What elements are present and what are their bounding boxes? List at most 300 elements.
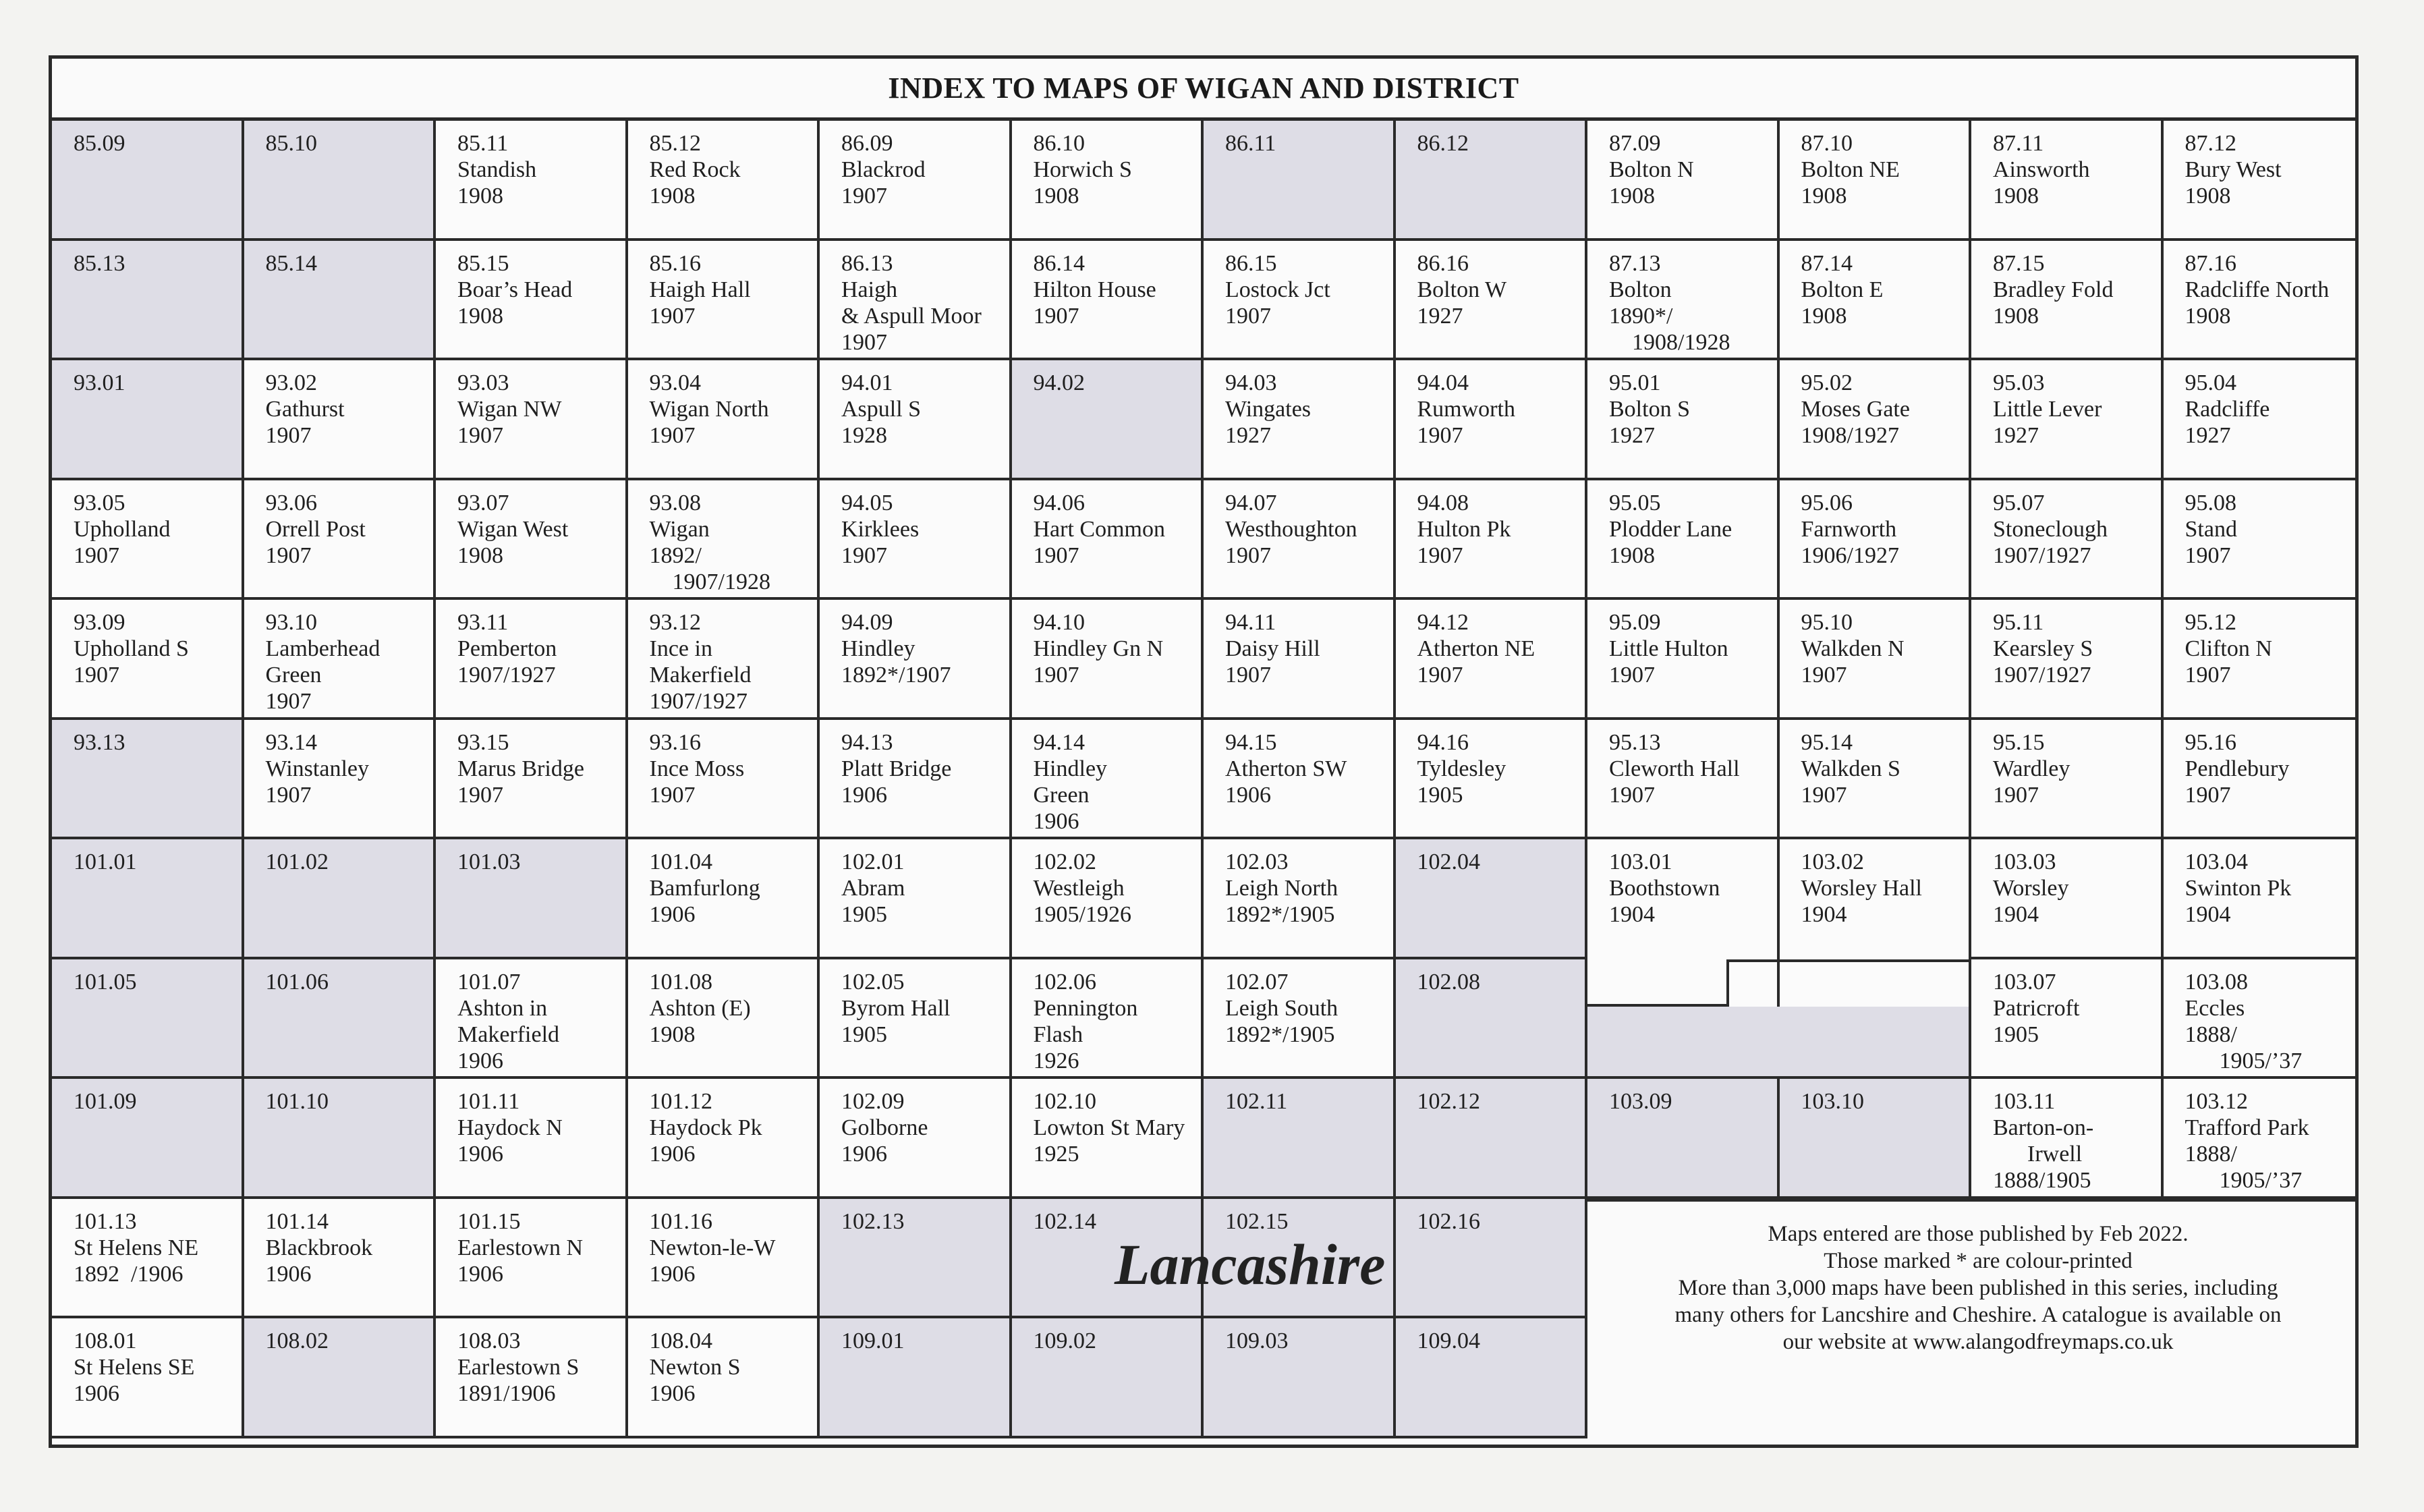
sheet-number: 94.11 xyxy=(1225,610,1276,635)
map-sheet-102-09 xyxy=(820,1079,1012,1199)
sheet-number: 101.10 xyxy=(265,1089,329,1114)
map-sheet-101-11 xyxy=(436,1079,628,1199)
sheet-year: 1908 xyxy=(1609,542,1655,568)
sheet-number: 94.01 xyxy=(841,370,893,395)
map-sheet-94-04 xyxy=(1396,360,1588,480)
sheet-number: 103.02 xyxy=(1801,849,1864,874)
map-sheet-101-07 xyxy=(436,959,628,1080)
map-sheet-86-16 xyxy=(1396,241,1588,361)
sheet-year: 1888/ 1905/’37 xyxy=(2185,1021,2303,1073)
sheet-year: 1908/1927 xyxy=(1801,423,1899,448)
sheet-name: Haigh & Aspull Moor xyxy=(841,277,982,329)
sheet-year: 1926 xyxy=(1033,1048,1079,1073)
sheet-year: 1908 xyxy=(457,303,503,329)
sheet-number: 102.09 xyxy=(841,1089,905,1114)
sheet-year: 1907 xyxy=(1225,542,1271,568)
sheet-number: 86.09 xyxy=(841,131,893,156)
map-sheet-102-11 xyxy=(1204,1079,1396,1199)
sheet-year: 1908 xyxy=(457,542,503,568)
map-sheet-95-04 xyxy=(2164,360,2356,480)
sheet-year: 1891/1906 xyxy=(457,1381,556,1406)
sheet-name: Bolton N xyxy=(1609,157,1694,182)
map-sheet-85-16 xyxy=(628,241,820,361)
sheet-name: Haigh Hall xyxy=(649,277,751,302)
sheet-name: Pennington Flash xyxy=(1033,995,1138,1047)
sheet-number: 108.01 xyxy=(74,1328,137,1353)
map-sheet-94-16 xyxy=(1396,720,1588,840)
map-sheet-94-10 xyxy=(1012,600,1204,720)
sheet-name: Aspull S xyxy=(841,397,922,422)
sheet-number: 94.03 xyxy=(1225,370,1277,395)
sheet-year: 1904 xyxy=(1993,902,2039,927)
map-sheet-93-12 xyxy=(628,600,820,720)
sheet-name: Hilton House xyxy=(1033,277,1156,302)
sheet-year: 1906 xyxy=(457,1142,503,1167)
sheet-name: Newton-le-W xyxy=(649,1235,776,1260)
sheet-year: 1908 xyxy=(2185,303,2231,329)
sheet-name: Earlestown S xyxy=(457,1355,580,1380)
sheet-number: 102.10 xyxy=(1033,1089,1096,1114)
sheet-number: 86.15 xyxy=(1225,250,1277,276)
sheet-number: 95.16 xyxy=(2185,729,2236,755)
sheet-name: Marus Bridge xyxy=(457,756,584,781)
map-sheet-109-01 xyxy=(820,1318,1012,1438)
map-sheet-95-06 xyxy=(1780,480,1972,600)
sheet-number: 87.16 xyxy=(2185,250,2236,276)
sheet-name: Stand xyxy=(2185,516,2237,542)
sheet-year: 1907 xyxy=(1993,782,2039,808)
sheet-year: 1907 xyxy=(649,423,696,448)
sheet-name: Bolton E xyxy=(1801,277,1884,302)
map-sheet-93-02 xyxy=(244,360,436,480)
sheet-name: Wigan North xyxy=(649,397,769,422)
sheet-name: Byrom Hall xyxy=(841,995,951,1021)
sheet-number: 101.04 xyxy=(649,849,712,874)
sheet-year: 1907 xyxy=(1609,663,1655,688)
map-sheet-108-04 xyxy=(628,1318,820,1438)
sheet-name: Wigan NW xyxy=(457,397,562,422)
map-sheet-86-12 xyxy=(1396,121,1588,241)
sheet-year: 1907 xyxy=(74,663,119,688)
sheet-name: Moses Gate xyxy=(1801,397,1910,422)
sheet-name: Eccles xyxy=(2185,995,2245,1021)
sheet-name: Pemberton xyxy=(457,636,557,661)
sheet-name: Hulton Pk xyxy=(1417,516,1511,542)
map-sheet-101-12 xyxy=(628,1079,820,1199)
sheet-year: 1906 xyxy=(457,1261,503,1287)
sheet-name: Hindley xyxy=(841,636,915,661)
sheet-name: St Helens NE xyxy=(74,1235,199,1260)
sheet-number: 95.11 xyxy=(1993,610,2044,635)
sheet-year: 1907 xyxy=(1417,423,1463,448)
map-sheet-94-12 xyxy=(1396,600,1588,720)
sheet-name: Bolton W xyxy=(1417,277,1507,302)
sheet-name: Boothstown xyxy=(1609,876,1720,901)
sheet-name: Westhoughton xyxy=(1225,516,1357,542)
sheet-number: 101.15 xyxy=(457,1208,521,1234)
sheet-name: Blackbrook xyxy=(265,1235,373,1260)
map-sheet-95-02 xyxy=(1780,360,1972,480)
map-sheet-103-04 xyxy=(2164,839,2356,959)
map-sheet-85-15 xyxy=(436,241,628,361)
sheet-number: 94.14 xyxy=(1033,729,1085,755)
map-sheet-95-09 xyxy=(1587,600,1780,720)
sheet-number: 103.08 xyxy=(2185,969,2248,995)
map-sheet-87-11 xyxy=(1971,121,2164,241)
map-sheet-109-04 xyxy=(1396,1318,1588,1438)
sheet-year: 1888/ 1905/’37 xyxy=(2185,1142,2303,1193)
sheet-number: 101.09 xyxy=(74,1089,137,1114)
sheet-year: 1906 xyxy=(457,1048,503,1073)
sheet-year: 1906 xyxy=(841,1142,887,1167)
sheet-year: 1906/1927 xyxy=(1801,542,1899,568)
sheet-name: Tyldesley xyxy=(1417,756,1506,781)
sheet-year: 1907 xyxy=(265,542,312,568)
sheet-year: 1908 xyxy=(1801,303,1847,329)
sheet-year: 1905 xyxy=(1417,782,1463,808)
sheet-number: 85.14 xyxy=(265,250,317,276)
sheet-number: 94.13 xyxy=(841,729,893,755)
map-sheet-95-08 xyxy=(2164,480,2356,600)
map-sheet-94-14 xyxy=(1012,720,1204,840)
sheet-year: 1927 xyxy=(1225,423,1271,448)
map-sheet-103-03 xyxy=(1971,839,2164,959)
map-sheet-101-03 xyxy=(436,839,628,959)
sheet-year: 1927 xyxy=(2185,423,2231,448)
sheet-number: 94.07 xyxy=(1225,490,1277,515)
sheet-year: 1907/1927 xyxy=(1993,542,2091,568)
sheet-number: 101.14 xyxy=(265,1208,329,1234)
sheet-number: 93.04 xyxy=(649,370,701,395)
sheet-number: 85.15 xyxy=(457,250,509,276)
sheet-number: 85.13 xyxy=(74,250,125,276)
map-sheet-95-13 xyxy=(1587,720,1780,840)
sheet-year: 1904 xyxy=(1609,902,1655,927)
sheet-year: 1907 xyxy=(841,542,887,568)
sheet-year: 1908 xyxy=(2185,184,2231,208)
sheet-number: 93.13 xyxy=(74,729,125,755)
sheet-name: Kirklees xyxy=(841,516,920,542)
sheet-name: Bolton S xyxy=(1609,397,1690,422)
sheet-name: Newton S xyxy=(649,1355,741,1380)
sheet-year: 1906 xyxy=(1033,808,1079,834)
map-sheet-95-01 xyxy=(1587,360,1780,480)
map-sheet-101-06 xyxy=(244,959,436,1080)
sheet-number: 94.12 xyxy=(1417,610,1469,635)
sheet-year: 1905 xyxy=(1993,1021,2039,1047)
map-sheet-101-01 xyxy=(52,839,244,959)
map-sheet-102-03 xyxy=(1204,839,1396,959)
sheet-number: 109.03 xyxy=(1225,1328,1289,1353)
sheet-number: 101.02 xyxy=(265,849,329,874)
sheet-year: 1908 xyxy=(1993,303,2039,329)
sheet-number: 93.12 xyxy=(649,610,701,635)
sheet-name: Radcliffe xyxy=(2185,397,2270,422)
map-sheet-102-12 xyxy=(1396,1079,1588,1199)
map-sheet-93-06 xyxy=(244,480,436,600)
sheet-number: 85.09 xyxy=(74,131,125,156)
sheet-year: 1888/1905 xyxy=(1993,1168,2091,1193)
sheet-number: 93.05 xyxy=(74,490,125,515)
map-sheet-94-11 xyxy=(1204,600,1396,720)
sheet-year: 1907 xyxy=(1033,303,1079,329)
sheet-number: 86.14 xyxy=(1033,250,1085,276)
sheet-name: Haydock Pk xyxy=(649,1115,762,1140)
map-sheet-93-04 xyxy=(628,360,820,480)
sheet-name: Bolton xyxy=(1609,277,1672,302)
map-sheet-93-09 xyxy=(52,600,244,720)
sheet-name: Barton-on- Irwell xyxy=(1993,1115,2094,1167)
map-sheet-87-16 xyxy=(2164,241,2356,361)
sheet-number: 102.05 xyxy=(841,969,905,995)
sheet-name: Daisy Hill xyxy=(1225,636,1320,661)
sheet-number: 93.15 xyxy=(457,729,509,755)
sheet-year: 1907 xyxy=(457,782,503,808)
sheet-year: 1907 xyxy=(1801,782,1847,808)
sheet-name: Pendlebury xyxy=(2185,756,2290,781)
sheet-number: 94.09 xyxy=(841,610,893,635)
sheet-name: Leigh North xyxy=(1225,876,1338,901)
sheet-number: 103.10 xyxy=(1801,1089,1864,1114)
sheet-number: 101.01 xyxy=(74,849,137,874)
sheet-number: 94.15 xyxy=(1225,729,1277,755)
sheet-number: 102.11 xyxy=(1225,1089,1288,1114)
map-sheet-108-02 xyxy=(244,1318,436,1438)
sheet-number: 86.16 xyxy=(1417,250,1469,276)
map-sheet-95-05 xyxy=(1587,480,1780,600)
sheet-number: 93.10 xyxy=(265,610,317,635)
map-sheet-93-11 xyxy=(436,600,628,720)
sheet-number: 87.09 xyxy=(1609,131,1661,156)
sheet-number: 102.07 xyxy=(1225,969,1289,995)
sheet-number: 102.14 xyxy=(1033,1208,1096,1234)
map-sheet-94-15 xyxy=(1204,720,1396,840)
sheet-number: 95.05 xyxy=(1609,490,1661,515)
sheet-year: 1907 xyxy=(2185,663,2231,688)
sheet-name: Hindley Green xyxy=(1033,756,1108,808)
sheet-number: 103.01 xyxy=(1609,849,1672,874)
sheet-name: Wingates xyxy=(1225,397,1312,422)
sheet-number: 95.01 xyxy=(1609,370,1661,395)
sheet-number: 94.16 xyxy=(1417,729,1469,755)
sheet-year: 1906 xyxy=(265,1261,312,1287)
map-sheet-85-12 xyxy=(628,121,820,241)
map-sheet-85-11 xyxy=(436,121,628,241)
sheet-year: 1907 xyxy=(1225,663,1271,688)
sheet-year: 1907 xyxy=(1033,663,1079,688)
sheet-number: 87.11 xyxy=(1993,131,2044,156)
sheet-year: 1927 xyxy=(1417,303,1463,329)
map-sheet-94-09 xyxy=(820,600,1012,720)
sheet-year: 1892*/1905 xyxy=(1225,902,1335,927)
sheet-name: Boar’s Head xyxy=(457,277,573,302)
sheet-year: 1892 /1906 xyxy=(74,1261,184,1287)
note-line: our website at www.alangodfreymaps.co.uk xyxy=(1782,1330,2174,1354)
map-sheet-85-13 xyxy=(52,241,244,361)
sheet-name: Platt Bridge xyxy=(841,756,952,781)
sheet-number: 109.01 xyxy=(841,1328,905,1353)
map-sheet-87-14 xyxy=(1780,241,1972,361)
map-sheet-87-10 xyxy=(1780,121,1972,241)
sheet-number: 87.14 xyxy=(1801,250,1853,276)
sheet-name: Bamfurlong xyxy=(649,876,760,901)
sheet-name: Ashton in Makerfield xyxy=(457,995,560,1047)
map-sheet-86-10 xyxy=(1012,121,1204,241)
map-sheet-94-02 xyxy=(1012,360,1204,480)
sheet-number: 101.08 xyxy=(649,969,712,995)
sheet-year: 1907 xyxy=(265,782,312,808)
map-sheet-93-03 xyxy=(436,360,628,480)
map-sheet-109-02 xyxy=(1012,1318,1204,1438)
sheet-number: 103.07 xyxy=(1993,969,2056,995)
map-sheet-102-07 xyxy=(1204,959,1396,1080)
sheet-year: 1925 xyxy=(1033,1142,1079,1167)
sheet-year: 1892*/1905 xyxy=(1225,1021,1335,1047)
map-sheet-101-13 xyxy=(52,1199,244,1319)
map-sheet-103-12 xyxy=(2164,1079,2356,1199)
sheet-number: 93.02 xyxy=(265,370,317,395)
map-sheet-86-13 xyxy=(820,241,1012,361)
sheet-name: Winstanley xyxy=(265,756,369,781)
sheet-name: Farnworth xyxy=(1801,516,1897,542)
map-sheet-95-11 xyxy=(1971,600,2164,720)
sheet-number: 102.03 xyxy=(1225,849,1289,874)
map-sheet-102-02 xyxy=(1012,839,1204,959)
map-sheet-94-06 xyxy=(1012,480,1204,600)
sheet-year: 1906 xyxy=(649,1261,696,1287)
sheet-name: Wardley xyxy=(1993,756,2070,781)
sheet-number: 109.02 xyxy=(1033,1328,1096,1353)
map-sheet-94-03 xyxy=(1204,360,1396,480)
map-sheet-95-03 xyxy=(1971,360,2164,480)
sheet-year: 1907 xyxy=(649,303,696,329)
sheet-year: 1907 xyxy=(841,329,887,355)
sheet-number: 93.06 xyxy=(265,490,317,515)
sheet-year: 1906 xyxy=(841,782,887,808)
sheet-number: 95.07 xyxy=(1993,490,2045,515)
sheet-year: 1927 xyxy=(1609,423,1655,448)
sheet-year: 1907 xyxy=(1033,542,1079,568)
sheet-name: Abram xyxy=(841,876,905,901)
sheet-number: 102.15 xyxy=(1225,1208,1289,1234)
sheet-year: 1905 xyxy=(841,1021,887,1047)
sheet-name: Wigan xyxy=(649,516,710,542)
sheet-year: 1907 xyxy=(649,782,696,808)
sheet-number: 109.04 xyxy=(1417,1328,1480,1353)
sheet-year: 1907 xyxy=(457,423,503,448)
sheet-number: 108.02 xyxy=(265,1328,329,1353)
map-sheet-102-08 xyxy=(1396,959,1588,1080)
sheet-name: Worsley Hall xyxy=(1801,876,1922,901)
sheet-name: Swinton Pk xyxy=(2185,876,2292,901)
sheet-number: 101.06 xyxy=(265,969,329,995)
sheet-number: 102.02 xyxy=(1033,849,1096,874)
sheet-number: 85.11 xyxy=(457,131,509,156)
sheet-number: 95.08 xyxy=(2185,490,2236,515)
sheet-number: 86.11 xyxy=(1225,131,1276,156)
map-sheet-86-15 xyxy=(1204,241,1396,361)
sheet-year: 1908 xyxy=(649,184,696,208)
sheet-number: 103.11 xyxy=(1993,1089,2056,1114)
sheet-number: 102.13 xyxy=(841,1208,905,1234)
index-title: INDEX TO MAPS OF WIGAN AND DISTRICT xyxy=(52,59,2355,121)
sheet-name: Patricroft xyxy=(1993,995,2080,1021)
sheet-name: Atherton SW xyxy=(1225,756,1347,781)
index-map-frame xyxy=(49,55,2359,1448)
map-sheet-109-03 xyxy=(1204,1318,1396,1438)
sheet-year: 1907 xyxy=(1417,663,1463,688)
map-sheet-102-06 xyxy=(1012,959,1204,1080)
sheet-name: Red Rock xyxy=(649,157,741,182)
sheet-year: 1927 xyxy=(1993,423,2039,448)
sheet-name: Standish xyxy=(457,157,537,182)
sheet-year: 1908 xyxy=(1609,184,1655,208)
sheet-name: Trafford Park xyxy=(2185,1115,2309,1140)
map-sheet-86-09 xyxy=(820,121,1012,241)
sheet-number: 103.03 xyxy=(1993,849,2056,874)
sheet-number: 102.06 xyxy=(1033,969,1096,995)
note-line: many others for Lancshire and Cheshire. A catalogue is available on xyxy=(1674,1303,2282,1327)
sheet-number: 87.13 xyxy=(1609,250,1661,276)
sheet-year: 1928 xyxy=(841,423,887,448)
sheet-number: 101.16 xyxy=(649,1208,712,1234)
sheet-number: 93.01 xyxy=(74,370,125,395)
sheet-number: 95.04 xyxy=(2185,370,2236,395)
sheet-year: 1907 xyxy=(2185,542,2231,568)
sheet-number: 93.03 xyxy=(457,370,509,395)
map-sheet-87-15 xyxy=(1971,241,2164,361)
sheet-year: 1907 xyxy=(265,423,312,448)
sheet-year: 1908 xyxy=(649,1021,696,1047)
sheet-name: Horwich S xyxy=(1033,157,1132,182)
map-sheet-101-09 xyxy=(52,1079,244,1199)
sheet-number: 94.08 xyxy=(1417,490,1469,515)
sheet-name: Gathurst xyxy=(265,397,345,422)
note-line: Those marked * are colour-printed xyxy=(1824,1249,2133,1273)
map-sheet-93-07 xyxy=(436,480,628,600)
map-sheet-101-05 xyxy=(52,959,244,1080)
sheet-number: 108.04 xyxy=(649,1328,712,1353)
sheet-name: Plodder Lane xyxy=(1609,516,1732,542)
sheet-number: 95.14 xyxy=(1801,729,1853,755)
sheet-year: 1906 xyxy=(1225,782,1271,808)
map-sheet-95-16 xyxy=(2164,720,2356,840)
sheet-name: Blackrod xyxy=(841,157,926,182)
sheet-year: 1907 xyxy=(841,184,887,208)
map-sheet-85-10 xyxy=(244,121,436,241)
sheet-year: 1905 xyxy=(841,902,887,927)
map-sheet-108-03 xyxy=(436,1318,628,1438)
sheet-name: Earlestown N xyxy=(457,1235,584,1260)
sheet-name: St Helens SE xyxy=(74,1355,195,1380)
sheet-number: 93.07 xyxy=(457,490,509,515)
sheet-number: 103.12 xyxy=(2185,1089,2248,1114)
sheet-name: Clifton N xyxy=(2185,636,2272,661)
sheet-number: 93.11 xyxy=(457,610,509,635)
map-sheet-108-01 xyxy=(52,1318,244,1438)
map-sheet-95-07 xyxy=(1971,480,2164,600)
map-sheet-103-07 xyxy=(1971,959,2164,1080)
sheet-number: 101.03 xyxy=(457,849,521,874)
map-sheet-93-13 xyxy=(52,720,244,840)
sheet-number: 101.13 xyxy=(74,1208,137,1234)
map-sheet-93-10 xyxy=(244,600,436,720)
sheet-number: 85.12 xyxy=(649,131,701,156)
sheet-number: 101.11 xyxy=(457,1089,520,1114)
sheet-name: Kearsley S xyxy=(1993,636,2093,661)
map-sheet-93-08 xyxy=(628,480,820,600)
sheet-name: Lostock Jct xyxy=(1225,277,1330,302)
